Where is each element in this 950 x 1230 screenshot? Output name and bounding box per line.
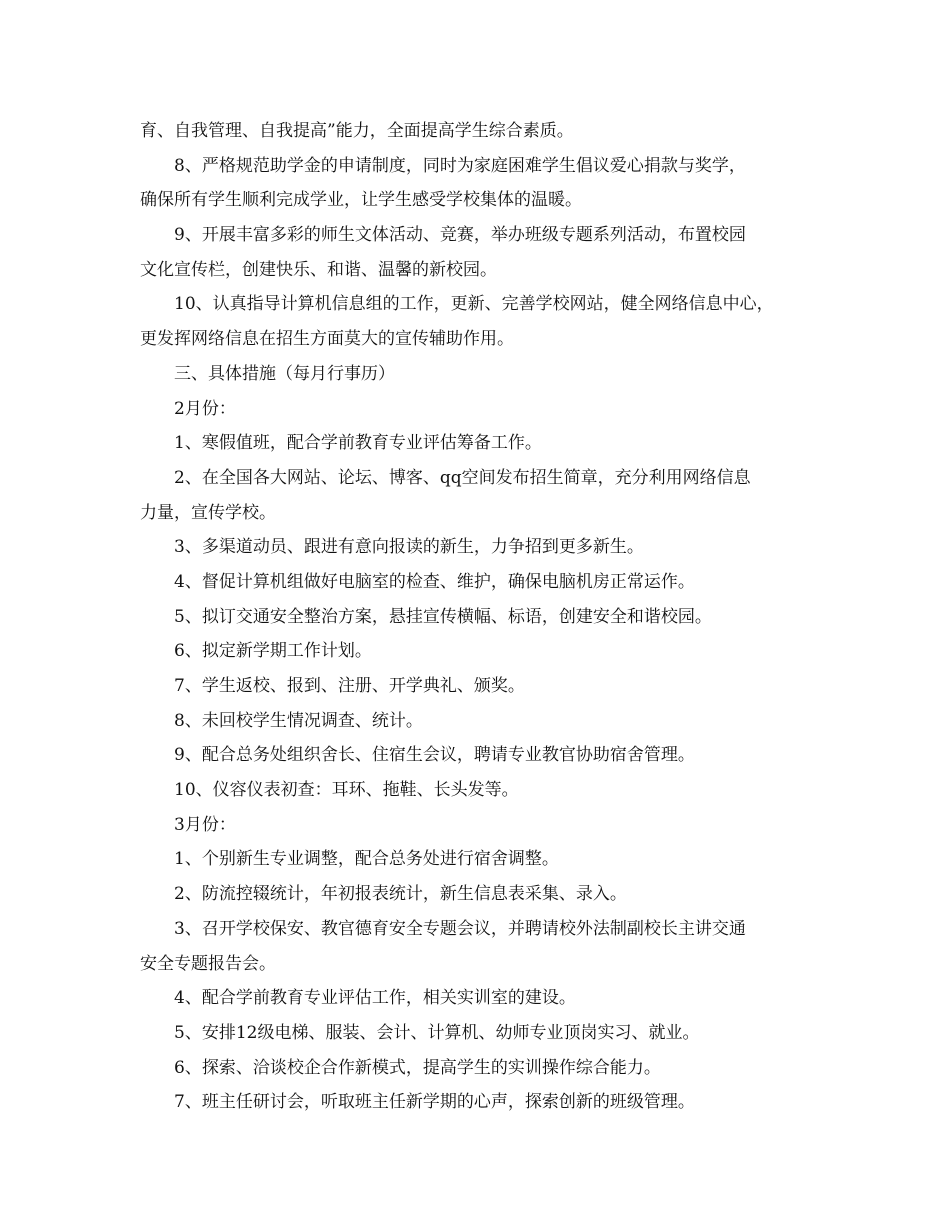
paragraph-line-indented: 4、配合学前教育专业评估工作，相关实训室的建设。 [174, 988, 576, 1009]
paragraph-line-indented: 5、安排12级电梯、服装、会计、计算机、幼师专业顶岗实习、就业。 [174, 1022, 700, 1043]
paragraph-line-indented: 6、探索、洽谈校企合作新模式，提高学生的实训操作综合能力。 [174, 1057, 661, 1078]
paragraph-line: 力量，宣传学校。 [140, 502, 276, 523]
paragraph-line-indented: 2、防流控辍统计，年初报表统计，新生信息表采集、录入。 [174, 884, 627, 905]
paragraph-line-indented: 3月份： [174, 814, 236, 835]
paragraph-line-indented: 1、个别新生专业调整，配合总务处进行宿舍调整。 [174, 849, 559, 870]
paragraph-line: 育、自我管理、自我提高”能力，全面提高学生综合素质。 [140, 121, 574, 141]
paragraph-line-indented: 7、学生返校、报到、注册、开学典礼、颁奖。 [174, 676, 525, 696]
paragraph-line-indented: 8、严格规范助学金的申请制度，同时为家庭困难学生倡议爱心捐款与奖学， [174, 155, 746, 176]
paragraph-line: 文化宣传栏，创建快乐、和谐、温馨的新校园。 [140, 259, 497, 280]
paragraph-line-indented: 8、未回校学生情况调查、统计。 [174, 710, 423, 731]
paragraph-line: 更发挥网络信息在招生方面莫大的宣传辅助作用。 [140, 329, 514, 350]
document-body [140, 114, 840, 1120]
paragraph-line-indented: 3、多渠道动员、跟进有意向报读的新生，力争招到更多新生。 [174, 537, 644, 558]
paragraph-line-indented: 三、具体措施（每月行事历） [174, 363, 395, 384]
paragraph-line-indented: 5、拟订交通安全整治方案，悬挂宣传横幅、标语，创建安全和谐校园。 [174, 606, 712, 627]
paragraph-line-indented: 10、认真指导计算机信息组的工作，更新、完善学校网站，健全网络信息中心， [174, 294, 774, 315]
paragraph-line-indented: 4、督促计算机组做好电脑室的检查、维护，确保电脑机房正常运作。 [174, 571, 695, 592]
paragraph-line: 安全专题报告会。 [140, 953, 276, 974]
paragraph-line-indented: 1、寒假值班，配合学前教育专业评估筹备工作。 [174, 433, 542, 454]
paragraph-line-indented: 7、班主任研讨会，听取班主任新学期的心声，探索创新的班级管理。 [174, 1092, 695, 1113]
paragraph-line-indented: 10、仪容仪表初查：耳环、拖鞋、长头发等。 [174, 780, 519, 801]
paragraph-line-indented: 9、配合总务处组织舍长、住宿生会议，聘请专业教官协助宿舍管理。 [174, 745, 695, 766]
paragraph-line-indented: 3、召开学校保安、教官德育安全专题会议，并聘请校外法制副校长主讲交通 [174, 918, 746, 939]
paragraph-line-indented: 9、开展丰富多彩的师生文体活动、竞赛，举办班级专题系列活动，布置校园 [174, 225, 746, 246]
paragraph-line: 确保所有学生顺利完成学业，让学生感受学校集体的温暖。 [140, 190, 582, 211]
paragraph-line-indented: 2、在全国各大网站、论坛、博客、qq空间发布招生简章，充分利用网络信息 [174, 467, 751, 488]
paragraph-line-indented: 6、拟定新学期工作计划。 [174, 641, 372, 662]
paragraph-line-indented: 2月份： [174, 398, 236, 419]
